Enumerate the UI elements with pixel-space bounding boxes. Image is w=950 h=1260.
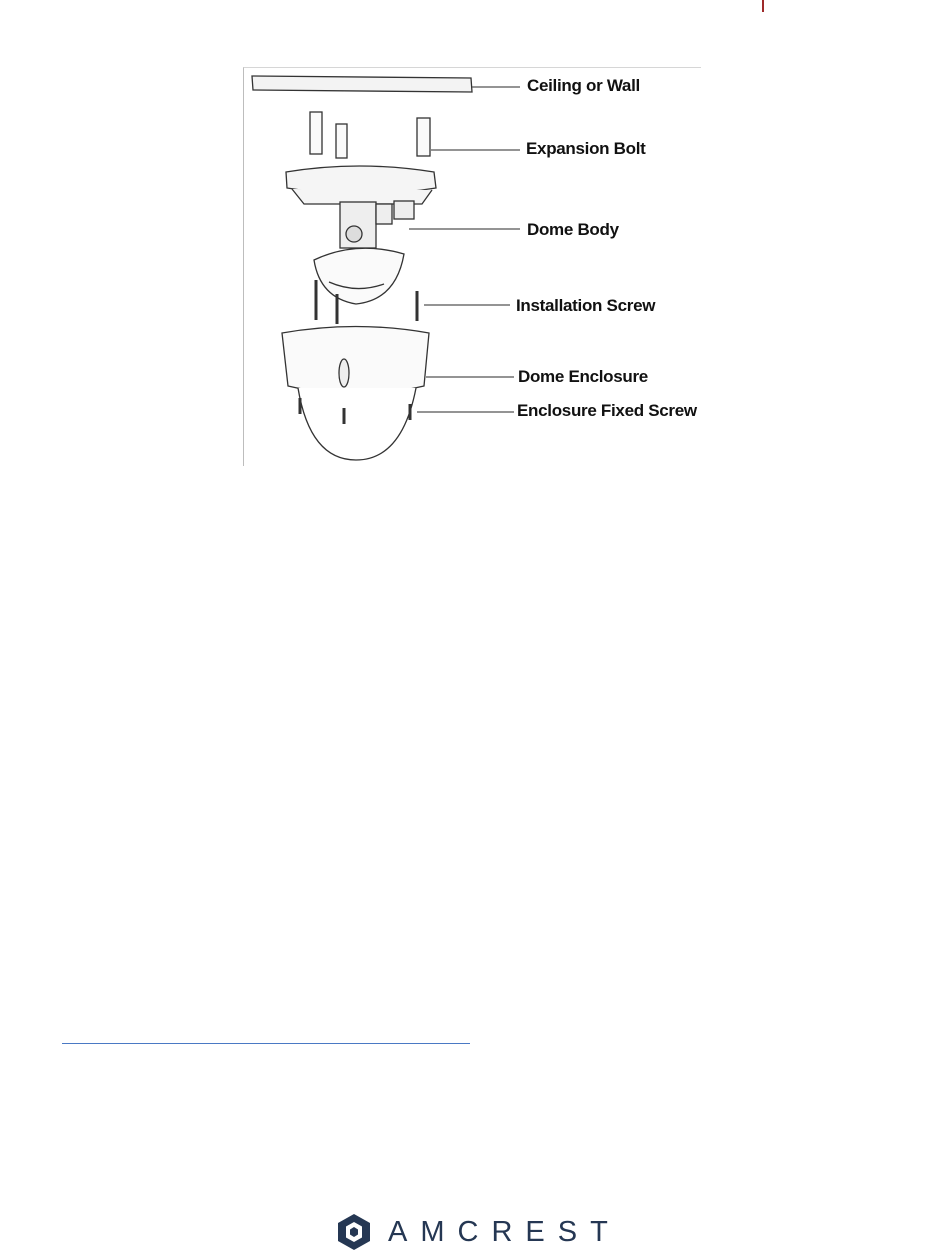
expansion-bolt-1 (310, 112, 322, 154)
footnote-separator (62, 1043, 470, 1044)
ceiling-plate (252, 76, 472, 92)
page-edge-mark (762, 0, 764, 12)
expansion-bolt-3 (417, 118, 430, 156)
label-enclosure-fixed-screw: Enclosure Fixed Screw (517, 401, 697, 420)
dome-body-lens (314, 248, 404, 304)
label-installation-screw: Installation Screw (516, 296, 656, 315)
expansion-bolt-2 (336, 124, 347, 158)
label-ceiling-or-wall: Ceiling or Wall (527, 76, 640, 95)
footer-logo (334, 1212, 621, 1252)
dome-enclosure-cover (298, 388, 416, 460)
label-dome-enclosure: Dome Enclosure (518, 367, 648, 386)
label-expansion-bolt: Expansion Bolt (526, 139, 646, 158)
amcrest-hexagon-logo-icon (334, 1212, 374, 1252)
dome-enclosure-body (282, 327, 429, 395)
label-dome-body: Dome Body (527, 220, 619, 239)
brand-wordmark: AMCREST (388, 1215, 621, 1248)
